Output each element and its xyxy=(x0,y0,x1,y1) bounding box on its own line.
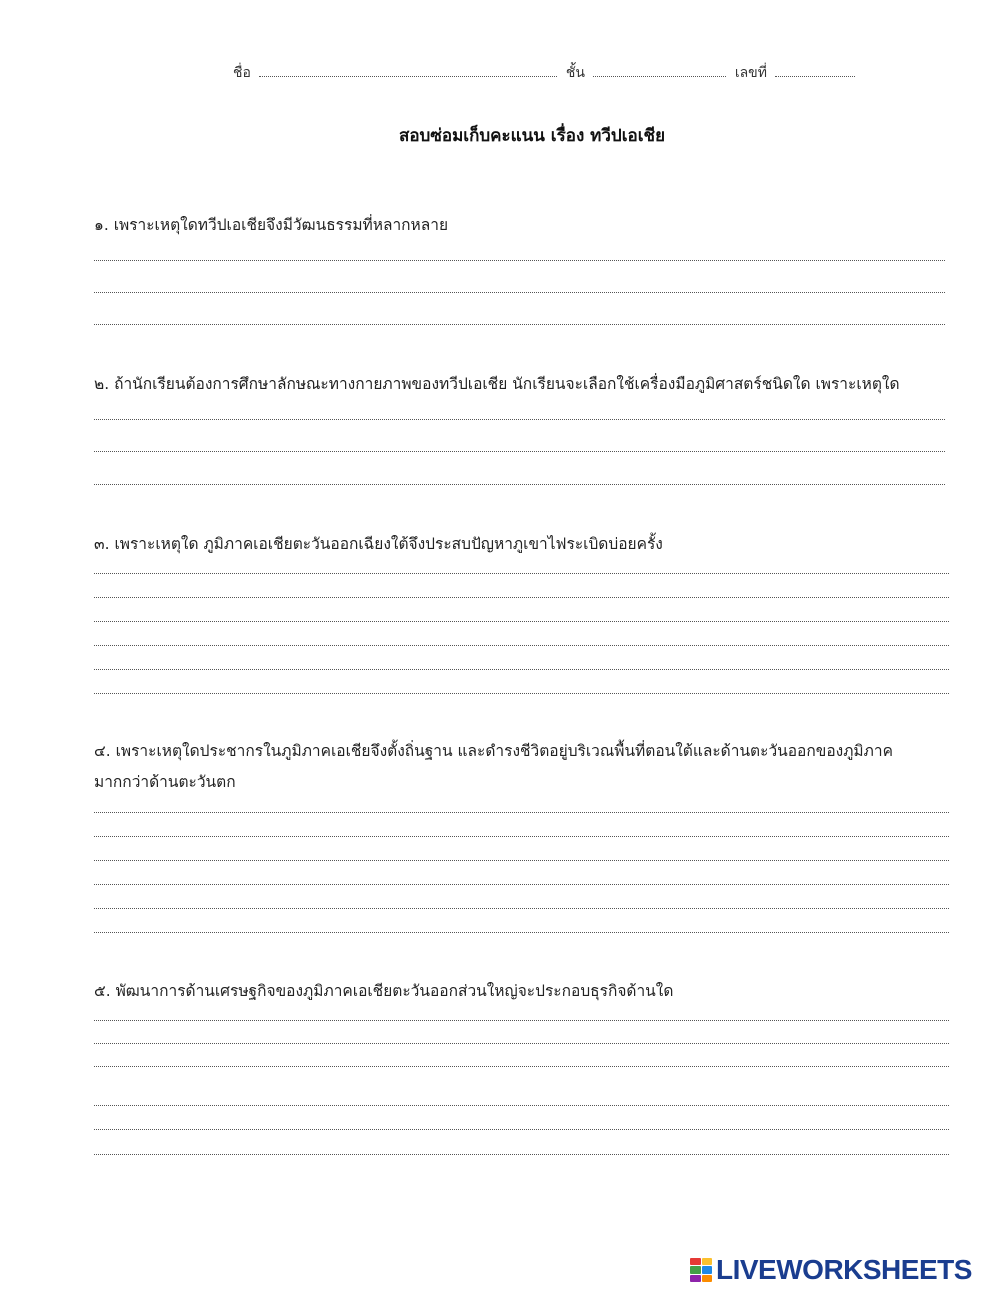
student-info-line xyxy=(233,62,859,84)
logo-block xyxy=(702,1266,713,1273)
logo-block xyxy=(690,1275,701,1282)
answer-line[interactable] xyxy=(94,260,945,261)
answer-line[interactable] xyxy=(94,1066,949,1067)
answer-line[interactable] xyxy=(94,1105,949,1106)
name-label: ชื่อ xyxy=(233,65,251,81)
logo-text: LIVEWORKSHEETS xyxy=(716,1254,972,1285)
class-label: ชั้น xyxy=(565,65,585,81)
answer-line[interactable] xyxy=(94,484,945,485)
logo-block xyxy=(690,1258,701,1265)
answer-line[interactable] xyxy=(94,419,945,420)
answer-line[interactable] xyxy=(94,1154,949,1155)
answer-line[interactable] xyxy=(94,884,949,885)
answer-line[interactable] xyxy=(94,836,949,837)
logo-block xyxy=(702,1258,713,1265)
answer-line[interactable] xyxy=(94,1020,949,1021)
page-title: สอบซ่อมเก็บคะแนน เรื่อง ทวีปเอเชีย xyxy=(398,126,666,146)
logo-block xyxy=(690,1266,701,1273)
question-3: ๓. เพราะเหตุใด ภูมิภาคเอเชียตะวันออกเฉียงใต้จึงประสบปัญหาภูเขาไฟระเบิดบ่อยครั้ง xyxy=(94,535,663,553)
question-2: ๒. ถ้านักเรียนต้องการศึกษาลักษณะทางกายภาพของทวีปเอเชีย นักเรียนจะเลือกใช้เครื่องมือภูมิศาสตร์ชนิดใด เพราะเหตุใด xyxy=(94,375,900,393)
answer-line[interactable] xyxy=(94,1043,949,1044)
name-field[interactable] xyxy=(259,64,557,77)
answer-line[interactable] xyxy=(94,621,949,622)
number-label: เลขที่ xyxy=(734,65,767,81)
answer-line[interactable] xyxy=(94,669,949,670)
number-field[interactable] xyxy=(775,64,855,77)
question-1: ๑. เพราะเหตุใดทวีปเอเชียจึงมีวัฒนธรรมที่หลากหลาย xyxy=(94,216,449,234)
answer-line[interactable] xyxy=(94,1129,949,1130)
answer-line[interactable] xyxy=(94,451,945,452)
logo-block xyxy=(702,1275,713,1282)
answer-line[interactable] xyxy=(94,324,945,325)
answer-line[interactable] xyxy=(94,693,949,694)
answer-line[interactable] xyxy=(94,573,949,574)
answer-line[interactable] xyxy=(94,908,949,909)
liveworksheets-logo xyxy=(690,1255,972,1285)
answer-line[interactable] xyxy=(94,860,949,861)
answer-line[interactable] xyxy=(94,292,945,293)
question-4: ๔. เพราะเหตุใดประชากรในภูมิภาคเอเชียจึงตั้งถิ่นฐาน และดำรงชีวิตอยู่บริเวณพื้นที่ตอนใต้และด้านตะวันออกของภูมิภาค มากกว่าด้านตะวันตก xyxy=(94,742,893,791)
answer-line[interactable] xyxy=(94,597,949,598)
class-field[interactable] xyxy=(593,64,726,77)
answer-line[interactable] xyxy=(94,932,949,933)
liveworksheets-logo-icon xyxy=(690,1258,712,1282)
question-5: ๕. พัฒนาการด้านเศรษฐกิจของภูมิภาคเอเชียตะวันออกส่วนใหญ่จะประกอบธุรกิจด้านใด xyxy=(94,982,674,1000)
answer-line[interactable] xyxy=(94,812,949,813)
answer-line[interactable] xyxy=(94,645,949,646)
